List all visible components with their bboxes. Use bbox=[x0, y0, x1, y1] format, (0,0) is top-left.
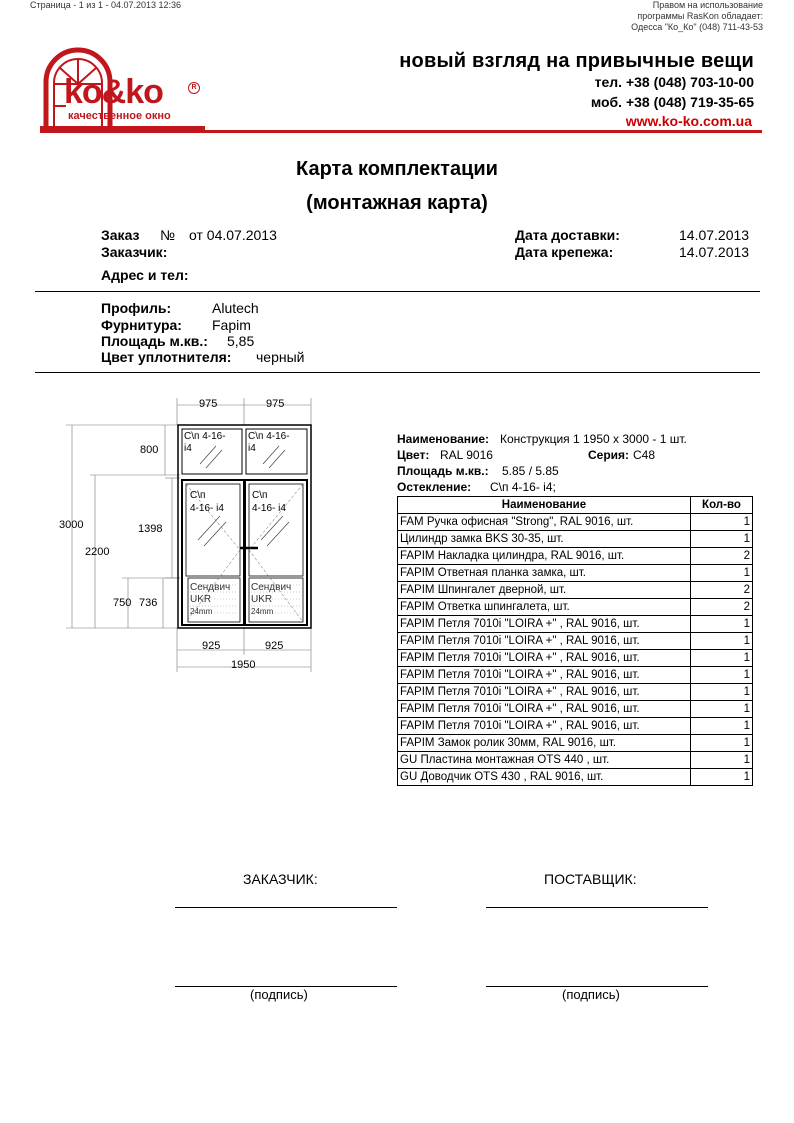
item-qty: 1 bbox=[690, 769, 752, 786]
company-slogan: новый взгляд на привычные вещи bbox=[399, 50, 754, 72]
order-label: Заказ bbox=[101, 227, 140, 243]
table-row bbox=[398, 667, 753, 684]
sandwich-left-line1: Сендвич bbox=[190, 582, 231, 593]
item-qty: 1 bbox=[690, 565, 752, 582]
spec-table-body bbox=[398, 514, 753, 786]
item-name: FAPIM Петля 7010i "LOIRA +" , RAL 9016, шт. bbox=[398, 667, 691, 684]
dim-2200: 2200 bbox=[85, 546, 110, 558]
item-name: FAM Ручка офисная "Strong", RAL 9016, шт. bbox=[398, 514, 691, 531]
address-label: Адрес и тел: bbox=[101, 267, 189, 283]
dim-top-right: 975 bbox=[266, 398, 285, 410]
table-row bbox=[398, 548, 753, 565]
customer-label: Заказчик: bbox=[101, 244, 168, 260]
profile-label: Профиль: bbox=[101, 300, 172, 316]
table-row bbox=[398, 684, 753, 701]
glass-top-left-line2: i4 bbox=[184, 443, 192, 454]
item-name: FAPIM Замок ролик 30мм, RAL 9016, шт. bbox=[398, 735, 691, 752]
supplier-sign-line-1 bbox=[486, 907, 708, 908]
item-qty: 1 bbox=[690, 752, 752, 769]
table-row bbox=[398, 565, 753, 582]
item-qty: 2 bbox=[690, 599, 752, 616]
item-qty: 1 bbox=[690, 684, 752, 701]
table-row bbox=[398, 718, 753, 735]
construction-name-label: Наименование: bbox=[397, 432, 490, 446]
profile-value: Alutech bbox=[212, 300, 259, 316]
registered-mark: R bbox=[188, 82, 200, 94]
item-qty: 1 bbox=[690, 701, 752, 718]
company-site[interactable]: www.ko-ko.com.ua bbox=[625, 113, 752, 129]
sandwich-left-line2: UKR bbox=[190, 594, 212, 605]
glass-top-right-line1: С\п 4-16- bbox=[248, 431, 290, 442]
delivery-date: 14.07.2013 bbox=[679, 227, 750, 243]
sandwich-right-line2: UKR bbox=[251, 594, 273, 605]
license-line3: Одесса "Ко_Ко" (048) 711-43-53 bbox=[631, 22, 763, 32]
dim-800: 800 bbox=[140, 444, 159, 456]
item-name: FAPIM Петля 7010i "LOIRA +" , RAL 9016, шт. bbox=[398, 616, 691, 633]
order-num-sign: № bbox=[160, 227, 176, 243]
table-row bbox=[398, 752, 753, 769]
header-divider bbox=[40, 130, 762, 133]
logo-brand-text: ko&ko bbox=[64, 73, 163, 111]
supplier-sign-label: ПОСТАВЩИК: bbox=[544, 871, 637, 887]
page-header-right bbox=[631, 0, 763, 33]
company-tel: тел. +38 (048) 703-10-00 bbox=[594, 74, 754, 90]
item-qty: 2 bbox=[690, 582, 752, 599]
license-line1: Правом на использование bbox=[652, 0, 763, 10]
doc-subtitle: (монтажная карта) bbox=[306, 192, 488, 214]
doc-title: Карта комплектации bbox=[296, 158, 498, 180]
spec-table bbox=[397, 496, 753, 786]
hardware-label: Фурнитура: bbox=[101, 317, 182, 333]
dim-top-left: 975 bbox=[199, 398, 218, 410]
item-name: FAPIM Шпингалет дверной, шт. bbox=[398, 582, 691, 599]
customer-sign-line-1 bbox=[175, 907, 397, 908]
area-label: Площадь м.кв.: bbox=[101, 333, 208, 349]
series-value: C48 bbox=[633, 448, 656, 462]
dim-total-width: 1950 bbox=[231, 659, 256, 671]
item-name: FAPIM Петля 7010i "LOIRA +" , RAL 9016, шт. bbox=[398, 633, 691, 650]
glass-top-left-line1: С\п 4-16- bbox=[184, 431, 226, 442]
item-qty: 2 bbox=[690, 548, 752, 565]
glass-mid-right-line1: С\п bbox=[252, 490, 268, 501]
table-row bbox=[398, 735, 753, 752]
company-mob: моб. +38 (048) 719-35-65 bbox=[590, 94, 754, 110]
item-qty: 1 bbox=[690, 718, 752, 735]
glass-top-right bbox=[248, 431, 290, 455]
dim-736: 736 bbox=[139, 597, 158, 609]
table-row bbox=[398, 514, 753, 531]
dim-bottom-right: 925 bbox=[265, 640, 284, 652]
customer-sign-label: ЗАКАЗЧИК: bbox=[243, 871, 318, 887]
glass-mid-left-line1: С\п bbox=[190, 490, 206, 501]
glass-top-left bbox=[184, 431, 226, 455]
item-name: FAPIM Ответка шпингалета, шт. bbox=[398, 599, 691, 616]
glazing-value: С\п 4-16- i4; bbox=[490, 480, 556, 494]
order-divider bbox=[35, 291, 760, 292]
dim-1398: 1398 bbox=[138, 523, 163, 535]
table-row bbox=[398, 599, 753, 616]
item-qty: 1 bbox=[690, 650, 752, 667]
seal-label: Цвет уплотнителя: bbox=[101, 349, 232, 365]
license-line2: программы RasKon обладает: bbox=[637, 11, 763, 21]
mount-date: 14.07.2013 bbox=[679, 244, 750, 260]
order-date: от 04.07.2013 bbox=[189, 227, 277, 243]
glass-top-right-line2: i4 bbox=[248, 443, 256, 454]
seal-value: черный bbox=[256, 349, 305, 365]
area-value: 5,85 bbox=[227, 333, 255, 349]
item-name: FAPIM Петля 7010i "LOIRA +" , RAL 9016, шт. bbox=[398, 701, 691, 718]
item-name: GU Доводчик OTS 430 , RAL 9016, шт. bbox=[398, 769, 691, 786]
color-label: Цвет: bbox=[397, 448, 430, 462]
item-name: FAPIM Ответная планка замка, шт. bbox=[398, 565, 691, 582]
item-qty: 1 bbox=[690, 616, 752, 633]
table-row bbox=[398, 769, 753, 786]
delivery-label: Дата доставки: bbox=[515, 227, 620, 243]
dim-bottom-left: 925 bbox=[202, 640, 221, 652]
company-logo bbox=[40, 46, 205, 130]
item-name: GU Пластина монтажная OTS 440 , шт. bbox=[398, 752, 691, 769]
series-label: Серия: bbox=[588, 448, 630, 462]
dim-3000: 3000 bbox=[59, 519, 84, 531]
table-row bbox=[398, 616, 753, 633]
supplier-signature-caption: (подпись) bbox=[562, 987, 620, 1002]
dim-750: 750 bbox=[113, 597, 132, 609]
item-name: FAPIM Петля 7010i "LOIRA +" , RAL 9016, шт. bbox=[398, 650, 691, 667]
glass-mid-left bbox=[190, 489, 224, 515]
glazing-label: Остекление: bbox=[397, 480, 472, 494]
sandwich-right-line3: 24mm bbox=[251, 607, 274, 616]
sandwich-left-line3: 24mm bbox=[190, 607, 213, 616]
construction-area: 5.85 / 5.85 bbox=[502, 464, 559, 478]
props-divider bbox=[35, 372, 760, 373]
col-qty-header: Кол-во bbox=[690, 497, 752, 514]
logo-tagline: качественное окно bbox=[68, 110, 171, 122]
sandwich-right bbox=[251, 582, 301, 618]
table-row bbox=[398, 633, 753, 650]
item-qty: 1 bbox=[690, 531, 752, 548]
spec-table-header bbox=[398, 497, 753, 514]
item-qty: 1 bbox=[690, 735, 752, 752]
glass-mid-right-line2: 4-16- i4 bbox=[252, 503, 286, 514]
item-name: FAPIM Накладка цилиндра, RAL 9016, шт. bbox=[398, 548, 691, 565]
sandwich-right-line1: Сендвич bbox=[251, 582, 292, 593]
customer-signature-caption: (подпись) bbox=[250, 987, 308, 1002]
item-qty: 1 bbox=[690, 514, 752, 531]
sandwich-left bbox=[190, 582, 240, 618]
item-qty: 1 bbox=[690, 633, 752, 650]
item-name: Цилиндр замка BKS 30-35, шт. bbox=[398, 531, 691, 548]
construction-name: Конструкция 1 1950 х 3000 - 1 шт. bbox=[500, 432, 687, 446]
page-header-left: Страница - 1 из 1 - 04.07.2013 12:36 bbox=[30, 0, 182, 10]
color-value: RAL 9016 bbox=[440, 448, 493, 462]
col-name-header: Наименование bbox=[398, 497, 691, 514]
glass-mid-left-line2: 4-16- i4 bbox=[190, 503, 224, 514]
table-row bbox=[398, 701, 753, 718]
item-qty: 1 bbox=[690, 667, 752, 684]
table-row bbox=[398, 582, 753, 599]
table-row bbox=[398, 650, 753, 667]
item-name: FAPIM Петля 7010i "LOIRA +" , RAL 9016, шт. bbox=[398, 684, 691, 701]
mount-label: Дата крепежа: bbox=[515, 244, 614, 260]
item-name: FAPIM Петля 7010i "LOIRA +" , RAL 9016, шт. bbox=[398, 718, 691, 735]
construction-area-label: Площадь м.кв.: bbox=[397, 464, 489, 478]
table-row bbox=[398, 531, 753, 548]
hardware-value: Fapim bbox=[212, 317, 251, 333]
glass-mid-right bbox=[252, 489, 286, 515]
